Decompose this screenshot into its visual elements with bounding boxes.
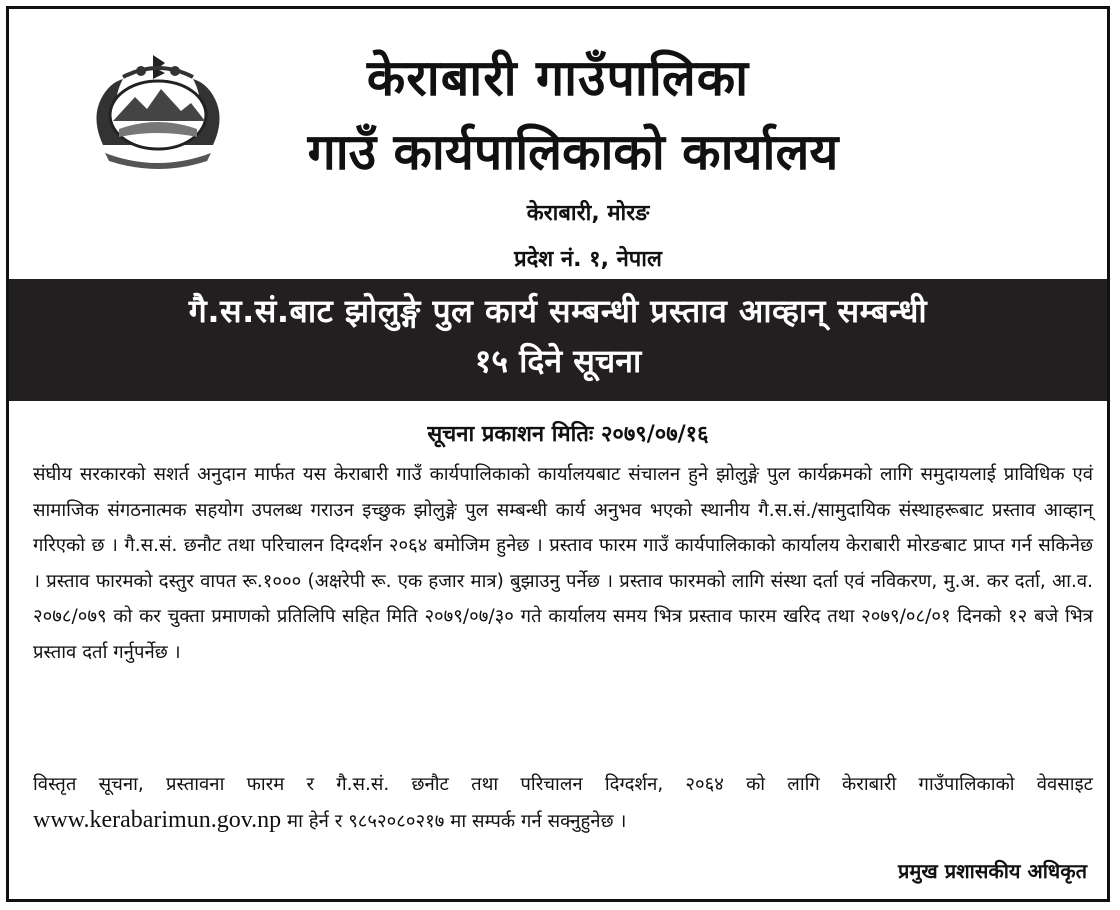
website-link[interactable]: www.kerabarimun.gov.np (33, 806, 282, 833)
notice-banner (9, 279, 1107, 401)
notice-paragraph-contact (33, 767, 1093, 839)
notice-paragraph-main: संघीय सरकारको सशर्त अनुदान मार्फत यस केराबारी गाउँ कार्यपालिकाको कार्यालयबाट संचालन हुने झोलुङ्गे पुल कार्यक्रमको लागि समुदायलाई प्राविधिक एवं सामाजिक संगठनात्मक सहयोग उपलब्ध गराउन इच्छुक झोलुङ्गे पुल सम्बन्धी कार्य अनुभव भएको स्थानीय गै.स.सं./सामुदायिक संस्थाहरूबाट प्रस्ताव आव्हान् गरिएको छ । गै.स.सं. छनौट तथा परिचालन दिग्दर्शन २०६४ बमोजिम हुनेछ । प्रस्ताव फारम गाउँ कार्यपालिकाको कार्यालय केराबारी मोरङबाट प्राप्त गर्न सकिनेछ । प्रस्ताव फारमको दस्तुर वापत रू.१००० (अक्षरेपी रू. एक हजार मात्र) बुझाउनु पर्नेछ । प्रस्ताव फारमको लागि संस्था दर्ता एवं नविकरण, मु.अ. कर दर्ता, आ.व. २०७८/०७९ को कर चुक्ता प्रमाणको प्रतिलिपि सहित मिति २०७९/०७/३० गते कार्यालय समय भित्र प्रस्ताव फारम खरिद तथा २०७९/०८/०१ दिनको १२ बजे भित्र प्रस्ताव दर्ता गर्नुपर्नेछ । (33, 464, 1093, 663)
banner-subheadline: १५ दिने सूचना (474, 342, 642, 380)
signatory-title: प्रमुख प्रशासकीय अधिकृत (898, 859, 1087, 883)
contact-text-before: विस्तृत सूचना, प्रस्तावना फारम र गै.स.सं. छनौट तथा परिचालन दिग्दर्शन, २०६४ को लागि केराबारी गाउँपालिकाको वेवसाइट (33, 774, 1093, 795)
publication-date: सूचना प्रकाशन मितिः २०७९/०७/१६ (427, 422, 709, 447)
municipality-title: केराबारी गाउँपालिका (366, 49, 750, 107)
notice-frame (6, 6, 1110, 902)
address-location: केराबारी, मोरङ (526, 201, 650, 226)
address-province: प्रदेश नं. १, नेपाल (514, 247, 662, 272)
banner-headline: गै.स.सं.बाट झोलुङ्गे पुल कार्य सम्बन्धी प्रस्ताव आव्हान् सम्बन्धी (188, 292, 928, 330)
office-title: गाउँ कार्यपालिकाको कार्यालय (307, 123, 839, 181)
contact-text-after: मा हेर्न र ९८५२०८०२१७ मा सम्पर्क गर्न सक्नुहुनेछ । (281, 810, 627, 832)
